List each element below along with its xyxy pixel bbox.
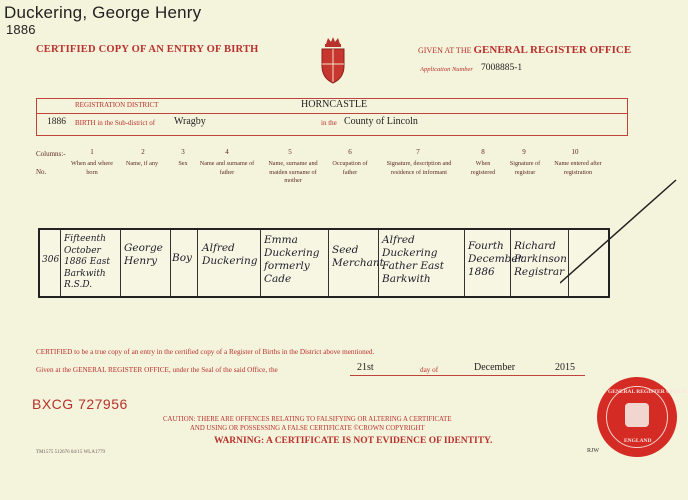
column-heading: Sex: [178, 160, 188, 167]
entry-mother: Emma Duckering formerly Cade: [264, 234, 320, 285]
entry-registrar: Richard Parkinson Registrar: [514, 240, 567, 278]
entry-sex: Boy: [172, 252, 192, 264]
column-heading: Occupation of father: [332, 160, 368, 176]
in-the-label: in the: [321, 119, 337, 127]
columns-label: Columns:-: [36, 150, 66, 158]
column-number: 6: [348, 148, 352, 156]
seal-text-bottom: ENGLAND: [624, 438, 652, 444]
handwritten-name: Duckering, George Henry: [4, 3, 202, 22]
given-day: 21st: [357, 362, 374, 373]
caution-line-2: AND USING OR POSSESSING A FALSE CERTIFICATE ©CROWN COPYRIGHT: [190, 425, 425, 432]
handwritten-year: 1886: [6, 22, 36, 37]
column-heading: Name entered after registration: [554, 160, 602, 176]
column-number: 4: [225, 148, 229, 156]
column-heading: Name and surname of father: [199, 160, 255, 176]
void-stroke: [560, 178, 680, 288]
column-heading: Signature, description and residence of informant: [386, 160, 452, 176]
day-of-label: day of: [420, 366, 439, 374]
given-prefix: GIVEN AT THE: [418, 46, 472, 55]
column-number: 5: [288, 148, 292, 156]
birth-subdistrict-label: BIRTH in the Sub-district of: [75, 119, 156, 127]
application-number: 7008885-1: [481, 63, 523, 73]
column-number: 2: [141, 148, 145, 156]
entry-number: 306: [42, 255, 60, 265]
caution-line-1: CAUTION: THERE ARE OFFENCES RELATING TO FALSIFYING OR ALTERING A CERTIFICATE: [163, 416, 452, 423]
entry-informant: Alfred Duckering Father East Barkwith: [382, 234, 444, 285]
column-number: 8: [481, 148, 485, 156]
registration-district-box: [36, 98, 628, 136]
column-heading: Name, surname and maiden surname of mother: [268, 160, 318, 184]
column-heading: Signature of registrar: [509, 160, 541, 176]
seal-text-top: GENERAL REGISTER OFFICE: [608, 389, 687, 395]
royal-crest-icon: [317, 36, 349, 86]
general-register-office-seal: [597, 377, 687, 457]
given-year: 2015: [555, 362, 575, 373]
entry-father: Alfred Duckering: [202, 242, 258, 267]
county-value: County of Lincoln: [344, 116, 418, 127]
entry-occupation: Seed Merchant: [332, 244, 384, 269]
district-value: HORNCASTLE: [301, 99, 368, 110]
given-at-label: [418, 44, 631, 56]
entry-when-where: Fifteenth October 1886 East Barkwith R.S.D.: [64, 234, 110, 290]
column-number: 3: [181, 148, 185, 156]
column-number: 10: [571, 148, 579, 156]
district-label: REGISTRATION DISTRICT: [75, 101, 159, 109]
certification-statement: CERTIFIED to be a true copy of an entry in the certified copy of a Register of Births in the District above mentioned.: [36, 348, 375, 356]
column-number: 7: [416, 148, 420, 156]
given-at-statement: Given at the GENERAL REGISTER OFFICE, under the Seal of the said Office, the: [36, 366, 278, 374]
serial-number: BXCG 727956: [32, 396, 128, 412]
entry-name: George Henry: [124, 242, 163, 267]
subdistrict-value: Wragby: [174, 116, 206, 127]
column-number: 9: [522, 148, 526, 156]
certificate-title: CERTIFIED COPY OF AN ENTRY OF BIRTH: [36, 44, 259, 55]
entry-registered: Fourth December 1886: [468, 240, 523, 278]
entry-table: [38, 228, 610, 298]
column-heading: Name, if any: [125, 160, 159, 167]
column-number: 1: [90, 148, 94, 156]
column-heading: When registered: [470, 160, 496, 176]
no-label: No.: [36, 168, 47, 176]
identity-warning: WARNING: A CERTIFICATE IS NOT EVIDENCE OF IDENTITY.: [214, 436, 493, 446]
column-heading: When and where born: [71, 160, 113, 176]
footer-code: ТМ1575 512676 04/15 WLA1779: [36, 450, 105, 455]
registrar-initials: RJW: [587, 448, 599, 454]
certification-rule: [350, 375, 585, 376]
application-number-label: Application Number: [420, 66, 473, 73]
given-month: December: [474, 362, 516, 373]
registration-year: 1886: [47, 117, 66, 127]
office-name: GENERAL REGISTER OFFICE: [473, 44, 632, 56]
